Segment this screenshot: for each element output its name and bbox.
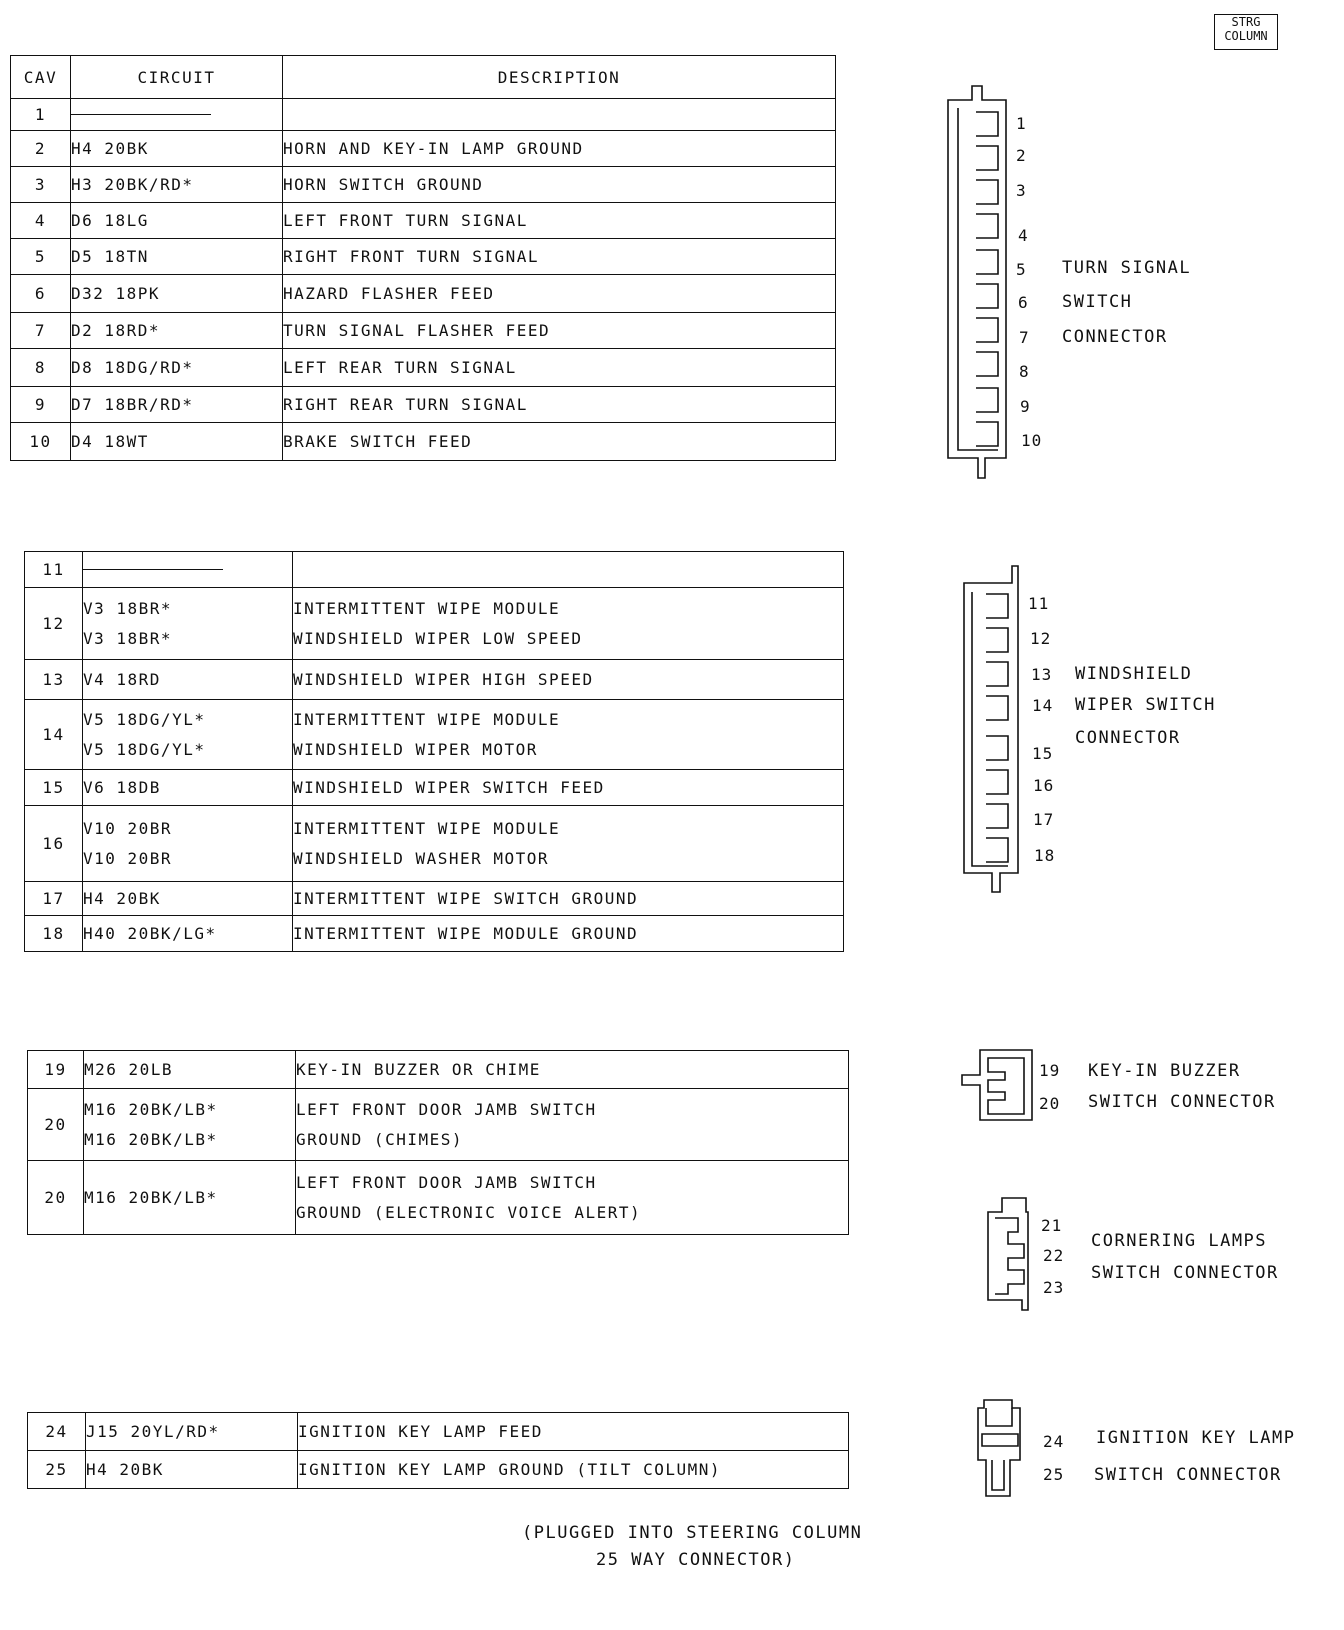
description-text: GROUND (CHIMES) xyxy=(296,1129,463,1149)
pin-number: 14 xyxy=(1032,696,1054,715)
cavity-number: 1 xyxy=(11,99,71,131)
cavity-number: 6 xyxy=(11,275,71,313)
circuit-code: H4 20BK xyxy=(86,1459,164,1479)
description-text: INTERMITTENT WIPE SWITCH GROUND xyxy=(293,888,639,908)
description-text: RIGHT REAR TURN SIGNAL xyxy=(283,394,528,414)
wiper-connector-shape xyxy=(964,566,1018,892)
description-text: WINDSHIELD WIPER HIGH SPEED xyxy=(293,669,594,689)
pin-number: 6 xyxy=(1018,293,1029,312)
pin-number: 25 xyxy=(1043,1465,1065,1484)
cavity-number: 18 xyxy=(25,916,83,952)
description-header: DESCRIPTION xyxy=(283,56,836,99)
cavity-number: 20 xyxy=(28,1089,84,1161)
connector-label: KEY-IN BUZZER xyxy=(1088,1061,1241,1081)
cavity-number: 16 xyxy=(25,806,83,882)
circuit-code: D7 18BR/RD* xyxy=(71,394,194,414)
connector-label: WIPER SWITCH xyxy=(1075,695,1216,715)
column-label: COLUMN xyxy=(1224,29,1268,43)
turn-signal-connector-shape xyxy=(948,86,1006,478)
circuit-code: D5 18TN xyxy=(71,246,149,266)
circuit-code: H3 20BK/RD* xyxy=(71,174,194,194)
circuit-code: M16 20BK/LB* xyxy=(84,1129,218,1149)
pin-number: 2 xyxy=(1016,146,1027,165)
connector-label: IGNITION KEY LAMP xyxy=(1096,1428,1296,1448)
connector-label: CONNECTOR xyxy=(1062,327,1168,347)
pin-number: 3 xyxy=(1016,181,1027,200)
cavity-number: 3 xyxy=(11,167,71,203)
circuit-code: M16 20BK/LB* xyxy=(84,1187,218,1207)
connector-terminal xyxy=(976,284,998,308)
description-text: HORN AND KEY-IN LAMP GROUND xyxy=(283,138,584,158)
description-text: GROUND (ELECTRONIC VOICE ALERT) xyxy=(296,1202,642,1222)
circuit-header: CIRCUIT xyxy=(71,56,283,99)
circuit-code: V10 20BR xyxy=(83,848,173,868)
description-text: INTERMITTENT WIPE MODULE xyxy=(293,598,561,618)
description-text: INTERMITTENT WIPE MODULE GROUND xyxy=(293,923,639,943)
description-text: INTERMITTENT WIPE MODULE xyxy=(293,818,561,838)
connector-terminal xyxy=(976,112,998,136)
pin-number: 19 xyxy=(1039,1061,1061,1080)
pin-number: 18 xyxy=(1034,846,1056,865)
connector-label: SWITCH CONNECTOR xyxy=(1088,1092,1276,1112)
connector-terminal xyxy=(976,422,998,446)
cavity-number: 10 xyxy=(11,423,71,461)
pin-number: 23 xyxy=(1043,1278,1065,1297)
cavity-number: 9 xyxy=(11,387,71,423)
description-text: LEFT FRONT DOOR JAMB SWITCH xyxy=(296,1099,597,1119)
pin-number: 13 xyxy=(1031,665,1053,684)
connector-terminal xyxy=(976,352,998,376)
connector-terminal xyxy=(986,736,1008,760)
connector-terminal xyxy=(976,180,998,204)
description-text: WINDSHIELD WASHER MOTOR xyxy=(293,848,550,868)
cavity-number: 15 xyxy=(25,770,83,806)
description-text: RIGHT FRONT TURN SIGNAL xyxy=(283,246,540,266)
connector-terminal xyxy=(986,696,1008,720)
circuit-code: M16 20BK/LB* xyxy=(84,1099,218,1119)
description-text: WINDSHIELD WIPER MOTOR xyxy=(293,739,538,759)
ignition-connector-shape xyxy=(978,1400,1020,1496)
cavity-number: 7 xyxy=(11,313,71,349)
cavity-number: 25 xyxy=(28,1451,86,1489)
connector-label: CORNERING LAMPS xyxy=(1091,1231,1268,1251)
pin-number: 9 xyxy=(1020,397,1031,416)
buzzer-connector-shape xyxy=(962,1050,1032,1120)
cavity-number: 5 xyxy=(11,239,71,275)
connector-label: TURN SIGNAL xyxy=(1062,258,1192,278)
connector-terminal xyxy=(986,594,1008,618)
cavity-number: 14 xyxy=(25,700,83,770)
circuit-code: H4 20BK xyxy=(83,888,161,908)
description-text: WINDSHIELD WIPER LOW SPEED xyxy=(293,628,583,648)
description-text: HORN SWITCH GROUND xyxy=(283,174,484,194)
description-text: BRAKE SWITCH FEED xyxy=(283,431,473,451)
cavity-number: 4 xyxy=(11,203,71,239)
circuit-code: V3 18BR* xyxy=(83,628,173,648)
pin-number: 22 xyxy=(1043,1246,1065,1265)
connector-terminal xyxy=(976,250,998,274)
cav-header: CAV xyxy=(11,56,71,99)
description-text: LEFT FRONT DOOR JAMB SWITCH xyxy=(296,1172,597,1192)
cavity-number: 17 xyxy=(25,882,83,916)
connector-terminal xyxy=(986,628,1008,652)
connector-terminal xyxy=(976,146,998,170)
connector-terminal xyxy=(986,770,1008,794)
circuit-code: J15 20YL/RD* xyxy=(86,1421,220,1441)
description-text: INTERMITTENT WIPE MODULE xyxy=(293,709,561,729)
pin-number: 11 xyxy=(1028,594,1050,613)
connector-label: SWITCH xyxy=(1062,292,1133,312)
connector-terminal xyxy=(976,318,998,342)
circuit-code: V4 18RD xyxy=(83,669,161,689)
description-text: LEFT FRONT TURN SIGNAL xyxy=(283,210,528,230)
strg-label: STRG xyxy=(1231,15,1261,29)
circuit-code: V5 18DG/YL* xyxy=(83,709,206,729)
description-text: LEFT REAR TURN SIGNAL xyxy=(283,357,517,377)
description-text: TURN SIGNAL FLASHER FEED xyxy=(283,320,551,340)
connector-label: WINDSHIELD xyxy=(1075,664,1193,684)
connector-label: SWITCH CONNECTOR xyxy=(1094,1465,1282,1485)
circuit-code: D2 18RD* xyxy=(71,320,161,340)
circuit-code: D4 18WT xyxy=(71,431,149,451)
pin-number: 17 xyxy=(1033,810,1055,829)
circuit-code: V10 20BR xyxy=(83,818,173,838)
description-text: WINDSHIELD WIPER SWITCH FEED xyxy=(293,777,605,797)
circuit-code: V3 18BR* xyxy=(83,598,173,618)
circuit-code: H4 20BK xyxy=(71,138,149,158)
pin-number: 21 xyxy=(1041,1216,1063,1235)
circuit-code: M26 20LB xyxy=(84,1059,174,1079)
connector-terminal xyxy=(976,388,998,412)
pin-number: 16 xyxy=(1033,776,1055,795)
pin-number: 7 xyxy=(1019,328,1030,347)
circuit-code: D8 18DG/RD* xyxy=(71,357,194,377)
pin-number: 1 xyxy=(1016,114,1027,133)
cornering-connector-shape xyxy=(988,1198,1028,1310)
description-text: HAZARD FLASHER FEED xyxy=(283,283,495,303)
circuit-code: V6 18DB xyxy=(83,777,161,797)
circuit-code: H40 20BK/LG* xyxy=(83,923,217,943)
pin-number: 5 xyxy=(1016,260,1027,279)
cavity-number: 8 xyxy=(11,349,71,387)
circuit-code: D32 18PK xyxy=(71,283,161,303)
pin-number: 20 xyxy=(1039,1094,1061,1113)
connector-terminal xyxy=(986,662,1008,686)
connector-label: SWITCH CONNECTOR xyxy=(1091,1263,1279,1283)
description-text: IGNITION KEY LAMP GROUND (TILT COLUMN) xyxy=(298,1459,722,1479)
circuit-code: D6 18LG xyxy=(71,210,149,230)
cavity-number: 24 xyxy=(28,1413,86,1451)
pin-number: 12 xyxy=(1030,629,1052,648)
connector-terminal xyxy=(976,214,998,238)
connector-terminal xyxy=(986,804,1008,828)
pin-number: 24 xyxy=(1043,1432,1065,1451)
cavity-number: 19 xyxy=(28,1051,84,1089)
connector-label: CONNECTOR xyxy=(1075,728,1181,748)
footer-note-line2: 25 WAY CONNECTOR) xyxy=(596,1550,796,1570)
pin-number: 4 xyxy=(1018,226,1029,245)
description-text: KEY-IN BUZZER OR CHIME xyxy=(296,1059,541,1079)
pin-number: 15 xyxy=(1032,744,1054,763)
connector-terminal xyxy=(986,838,1008,862)
footer-note-line1: (PLUGGED INTO STEERING COLUMN xyxy=(522,1523,863,1543)
cavity-number: 2 xyxy=(11,131,71,167)
cavity-number: 13 xyxy=(25,660,83,700)
pin-number: 10 xyxy=(1021,431,1043,450)
circuit-code: V5 18DG/YL* xyxy=(83,739,206,759)
pin-number: 8 xyxy=(1019,362,1030,381)
description-text: IGNITION KEY LAMP FEED xyxy=(298,1421,543,1441)
cavity-number: 11 xyxy=(25,552,83,588)
cavity-number: 20 xyxy=(28,1161,84,1235)
cavity-number: 12 xyxy=(25,588,83,660)
